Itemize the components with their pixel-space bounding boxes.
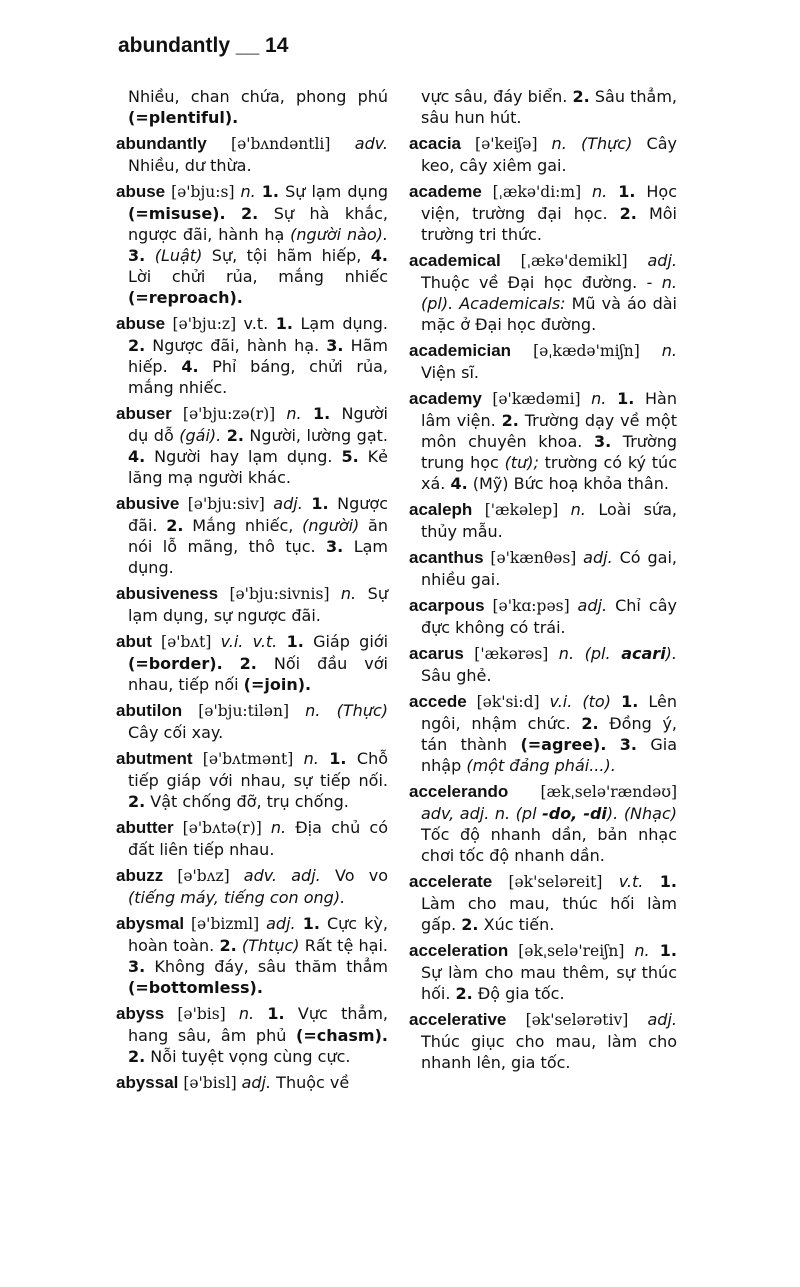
- bold-text: 2.: [166, 516, 184, 535]
- definition-text: [650, 941, 660, 960]
- definition-text: Viện sĩ.: [421, 363, 479, 382]
- headword: academy: [409, 389, 482, 408]
- definition-text: Nối đầu với nhau, tiếp nối: [128, 654, 388, 694]
- definition-text: Sâu ghẻ.: [421, 666, 492, 685]
- headword: accelerando: [409, 782, 509, 801]
- bold-text: (=plentiful).: [128, 108, 239, 127]
- italic-text: adj.: [583, 548, 613, 567]
- headword: acarpous: [409, 596, 485, 615]
- definition-text: Người hay lạm dụng.: [145, 447, 342, 466]
- definition-text: Lạm dụng.: [128, 537, 389, 577]
- entry-accelerate: [409, 871, 677, 935]
- definition-text: [254, 1004, 267, 1023]
- bold-text: 2.: [461, 915, 479, 934]
- definition-text: Sự lạm dụng, sự ngược đãi.: [128, 584, 388, 625]
- entry-abuzz: [116, 865, 388, 908]
- entry-acaleph: [409, 499, 677, 542]
- bold-text: 1.: [617, 389, 635, 408]
- italic-text: ).: [665, 644, 677, 663]
- bold-text: (=misuse).: [128, 204, 226, 223]
- definition-text: Làm cho mau, thúc hối làm gấp.: [421, 894, 677, 934]
- definition-text: Nỗi tuyệt vọng cùng cực.: [145, 1047, 351, 1066]
- bold-text: 4.: [450, 474, 468, 493]
- italic-text: adj.: [241, 1073, 272, 1092]
- italic-text: v.i. (to): [549, 692, 611, 711]
- definition-text: Người, lường gạt.: [243, 426, 388, 445]
- definition-text: Chỉ cây đực không có trái.: [421, 596, 677, 637]
- definition-text: Cây keo, cây xiêm gai.: [421, 134, 677, 175]
- pronunciation: ['ækərəs]: [463, 645, 559, 663]
- entry-academical: [409, 250, 677, 335]
- italic-text: adj.: [647, 1010, 677, 1029]
- entry-accede: [409, 691, 677, 776]
- bold-text: 2.: [241, 204, 259, 223]
- definition-text: [277, 632, 286, 651]
- left-column: [116, 86, 388, 1099]
- definition-text: [606, 389, 617, 408]
- italic-text: adv. adj.: [243, 866, 321, 885]
- bold-text: 4.: [181, 357, 199, 376]
- definition-text: Có gai, nhiều gai.: [421, 548, 677, 589]
- definition-text: Ngược đãi, hành hạ.: [145, 336, 327, 355]
- bold-text: 1.: [659, 941, 677, 960]
- definition-text: Vo vo: [320, 866, 388, 885]
- entry-acacia: [409, 133, 677, 176]
- bold-text: 2.: [581, 714, 599, 733]
- definition-text: Giáp giới: [303, 632, 389, 651]
- entry-academy: [409, 388, 677, 494]
- definition-text: v.t.: [243, 314, 276, 333]
- definition-text: Thúc giục cho mau, làm cho nhanh lên, gia tốc.: [421, 1032, 677, 1072]
- headword: abutter: [116, 818, 174, 837]
- italic-text: adj.: [266, 914, 296, 933]
- pronunciation: [ə'bisl]: [178, 1074, 242, 1092]
- definition-text: Lời chửi rủa, mắng nhiếc: [128, 267, 388, 286]
- italic-text: adj.: [647, 251, 677, 270]
- italic-text: (tư);: [504, 453, 539, 472]
- entry-accelerative: [409, 1009, 677, 1073]
- pronunciation: [ək'si:d]: [466, 693, 550, 711]
- pronunciation: [ˌækə'demikl]: [500, 252, 648, 270]
- pronunciation: [ə'bju:zə(r)]: [171, 405, 287, 423]
- definition-text: [296, 914, 303, 933]
- bold-text: 2.: [128, 792, 146, 811]
- italic-text: (người nào).: [290, 225, 388, 244]
- definition-text: Ngược đãi.: [128, 494, 389, 535]
- italic-text: n.: [661, 341, 677, 360]
- headword: accede: [409, 692, 467, 711]
- pronunciation: [əkˌselə'reiʃn]: [508, 942, 635, 960]
- pronunciation: [ə'bʌt]: [151, 633, 221, 651]
- bold-text: 5.: [341, 447, 359, 466]
- pronunciation: [ə'bʌtə(r)]: [173, 819, 271, 837]
- definition-text: Lên ngôi, nhậm chức.: [421, 692, 678, 733]
- definition-text: Sâu thẳm, sâu hun hút.: [421, 87, 677, 127]
- bold-text: 1.: [302, 914, 320, 933]
- italic-text: n.: [270, 818, 287, 837]
- italic-text: adv.: [354, 134, 388, 153]
- definition-text: Hãm hiếp.: [128, 336, 388, 376]
- entry-abutment: [116, 748, 388, 812]
- bold-text: 1.: [618, 182, 636, 201]
- right-column: [409, 86, 677, 1078]
- pronunciation: [ə'bju:z]: [165, 315, 244, 333]
- definition-text: [319, 749, 329, 768]
- italic-text: adj.: [577, 596, 608, 615]
- headword: acacia: [409, 134, 461, 153]
- entry-abusive: [116, 493, 388, 578]
- headword: accelerate: [409, 872, 493, 891]
- italic-text: v.t.: [618, 872, 644, 891]
- definition-text: vực sâu, đáy biển.: [421, 87, 573, 106]
- bold-text: 3.: [128, 246, 146, 265]
- headword: acarus: [409, 644, 464, 663]
- definition-text: Nhiều, chan chứa, phong phú: [128, 87, 388, 106]
- definition-text: [643, 872, 659, 891]
- definition-text: Cực kỳ, hoàn toàn.: [128, 914, 388, 955]
- bold-text: 1.: [261, 182, 279, 201]
- headword: acceleration: [409, 941, 509, 960]
- bold-text: 1.: [311, 494, 329, 513]
- italic-text: ). (Nhạc): [606, 804, 678, 823]
- definition-text: [607, 182, 618, 201]
- definition-text: Phỉ báng, chửi rủa, mắng nhiếc.: [128, 357, 388, 397]
- definition-text: Sự lạm dụng: [278, 182, 388, 201]
- definition-text: [606, 735, 619, 754]
- definition-text: Không đáy, sâu thăm thẳm: [145, 957, 388, 976]
- definition-text: [145, 246, 154, 265]
- headword: abuser: [116, 404, 172, 423]
- definition-text: Người dụ dỗ: [128, 404, 388, 445]
- definition-text: Cây cối xay.: [128, 723, 224, 742]
- definition-text: Kẻ lăng mạ người khác.: [128, 447, 389, 487]
- italic-text: (Thtục): [241, 936, 300, 955]
- bold-italic-text: -do, -di: [542, 804, 607, 823]
- bold-text: 2.: [226, 426, 244, 445]
- bold-text: (=border).: [128, 654, 223, 673]
- entry-academician: [409, 340, 677, 383]
- bold-text: 2.: [572, 87, 590, 106]
- definition-text: Lạm dụng.: [292, 314, 389, 333]
- pronunciation: [ə'bju:sivnis]: [218, 585, 341, 603]
- pronunciation: [ə'kædəmi]: [481, 390, 592, 408]
- headword: abutment: [116, 749, 193, 768]
- entry-abutilon: [116, 700, 388, 743]
- definition-text: Loài sứa, thủy mẫu.: [421, 500, 677, 541]
- italic-text: n.: [591, 389, 607, 408]
- entry-abuse-verb: [116, 313, 388, 398]
- headword: academician: [409, 341, 512, 360]
- italic-text: n. (pl). Academicals:: [421, 273, 677, 313]
- bold-text: 1.: [329, 749, 347, 768]
- entry-abuse-noun: [116, 181, 388, 308]
- entry-acanthus: [409, 547, 677, 590]
- pronunciation: [ə'bju:s]: [165, 183, 241, 201]
- entry-acarus: [409, 643, 677, 686]
- pronunciation: [əˌkædə'miʃn]: [511, 342, 662, 360]
- page-header: abundantly __ 14: [118, 34, 289, 57]
- definition-text: [226, 204, 241, 223]
- pronunciation: [ə'bis]: [164, 1005, 239, 1023]
- pronunciation: [ə'bʌtmənt]: [192, 750, 304, 768]
- entry-acarpous: [409, 595, 677, 638]
- definition-text: Môi trường tri thức.: [421, 204, 678, 244]
- headword: abuzz: [116, 866, 164, 885]
- pronunciation: [ə'bju:siv]: [179, 495, 274, 513]
- bold-text: (=agree).: [520, 735, 607, 754]
- definition-text: Nhiều, dư thừa.: [128, 156, 252, 175]
- definition-text: Rất tệ hại.: [299, 936, 388, 955]
- italic-text: n.: [570, 500, 586, 519]
- bold-text: 3.: [128, 957, 146, 976]
- definition-text: Hàn lâm viện.: [421, 389, 678, 430]
- entry-continuation: [116, 86, 388, 128]
- definition-text: Vực thẳm, hang sâu, âm phủ: [128, 1004, 389, 1045]
- bold-text: 1.: [267, 1004, 285, 1023]
- definition-text: [223, 654, 240, 673]
- italic-text: (tiếng máy, tiếng con ong).: [128, 888, 346, 907]
- pronunciation: [ə'bju:tilən]: [182, 702, 306, 720]
- italic-text: n. (pl.: [558, 644, 622, 663]
- bold-text: (=join).: [243, 675, 312, 694]
- bold-text: 4.: [370, 246, 388, 265]
- italic-text: n.: [340, 584, 357, 603]
- italic-text: n.: [634, 941, 650, 960]
- definition-text: Thuộc về Đại học đường. -: [421, 273, 662, 292]
- italic-text: n. (Thực): [551, 134, 633, 153]
- bold-text: 2.: [501, 411, 519, 430]
- pronunciation: [ə'bizml]: [184, 915, 267, 933]
- entry-continuation: [409, 86, 677, 128]
- entry-abuser: [116, 403, 388, 488]
- headword: abysmal: [116, 914, 185, 933]
- definition-text: Đồng ý, tán thành: [421, 714, 677, 754]
- bold-text: 1.: [621, 692, 639, 711]
- headword: abusive: [116, 494, 180, 513]
- entry-academe: [409, 181, 677, 245]
- italic-text: adv, adj. n. (pl: [421, 804, 543, 823]
- definition-text: Sự làm cho mau thêm, sự thúc hối.: [421, 963, 677, 1003]
- entry-abysmal: [116, 913, 388, 998]
- headword: abyssal: [116, 1073, 179, 1092]
- entry-abyssal: [116, 1072, 388, 1094]
- bold-italic-text: acari: [621, 644, 666, 663]
- headword: abusiveness: [116, 584, 219, 603]
- definition-text: Mắng nhiếc,: [183, 516, 303, 535]
- definition-text: [611, 692, 621, 711]
- pronunciation: [ək'selərətiv]: [506, 1011, 648, 1029]
- definition-text: Độ gia tốc.: [472, 984, 565, 1003]
- pronunciation: [ækˌselə'rændəʊ]: [508, 783, 677, 801]
- italic-text: (gái).: [179, 426, 222, 445]
- definition-text: Vật chống đỡ, trụ chống.: [145, 792, 349, 811]
- pronunciation: [ə'keiʃə]: [461, 135, 552, 153]
- bold-text: 3.: [326, 537, 344, 556]
- italic-text: n.: [240, 182, 256, 201]
- definition-text: Học viện, trường đại học.: [421, 182, 677, 223]
- bold-text: (=bottomless).: [128, 978, 263, 997]
- bold-text: 2.: [455, 984, 473, 1003]
- bold-text: (=reproach).: [128, 288, 243, 307]
- pronunciation: [ə'kɑ:pəs]: [484, 597, 578, 615]
- entry-abundantly: [116, 133, 388, 176]
- entry-accelerando: [409, 781, 677, 866]
- definition-text: Chỗ tiếp giáp với nhau, sự tiếp nối.: [128, 749, 389, 790]
- italic-text: v.i. v.t.: [220, 632, 278, 651]
- headword: abutilon: [116, 701, 183, 720]
- entry-abyss: [116, 1003, 388, 1067]
- definition-text: Trường dạy về một môn chuyên khoa.: [421, 411, 677, 451]
- pronunciation: ['ækəlep]: [472, 501, 571, 519]
- italic-text: n.: [286, 404, 302, 423]
- headword: abuse: [116, 314, 166, 333]
- headword: acaleph: [409, 500, 473, 519]
- bold-text: 2.: [219, 936, 237, 955]
- definition-text: Trường trung học: [421, 432, 678, 472]
- definition-text: Thuộc về: [271, 1073, 350, 1092]
- headword: accelerative: [409, 1010, 507, 1029]
- bold-text: 3.: [619, 735, 637, 754]
- bold-text: 2.: [239, 654, 257, 673]
- italic-text: (người): [302, 516, 360, 535]
- definition-text: (Mỹ) Bức hoạ khỏa thân.: [467, 474, 669, 493]
- italic-text: n.: [591, 182, 608, 201]
- bold-text: 3.: [593, 432, 612, 451]
- definition-text: Địa chủ có đất liên tiếp nhau.: [128, 818, 389, 859]
- bold-text: 2.: [619, 204, 637, 223]
- definition-text: Sự, tội hãm hiếp,: [202, 246, 371, 265]
- pronunciation: [ə'bʌz]: [163, 867, 244, 885]
- italic-text: (Luật): [154, 246, 203, 265]
- entry-abusiveness: [116, 583, 388, 626]
- definition-text: Gia nhập: [421, 735, 678, 775]
- bold-text: 2.: [128, 1047, 146, 1066]
- definition-text: Tốc độ nhanh dần, bản nhạc chơi tốc độ nhanh dần.: [421, 825, 677, 865]
- entry-abutter: [116, 817, 388, 860]
- headword: abundantly: [116, 134, 207, 153]
- bold-text: 4.: [128, 447, 146, 466]
- headword: abuse: [116, 182, 166, 201]
- definition-text: [302, 404, 313, 423]
- headword: academical: [409, 251, 501, 270]
- definition-text: trường có ký túc xá.: [421, 453, 677, 493]
- bold-text: 3.: [326, 336, 344, 355]
- headword: abut: [116, 632, 152, 651]
- bold-text: 1.: [312, 404, 331, 423]
- bold-text: 1.: [659, 872, 677, 891]
- pronunciation: [ˌækə'di:m]: [481, 183, 592, 201]
- italic-text: n. (Thực): [305, 701, 388, 720]
- headword: abyss: [116, 1004, 165, 1023]
- italic-text: n.: [303, 749, 319, 768]
- bold-text: 1.: [286, 632, 304, 651]
- definition-text: Mũ và áo dài mặc ở Đại học đường.: [421, 294, 678, 334]
- headword: academe: [409, 182, 482, 201]
- bold-text: (=chasm).: [296, 1026, 388, 1045]
- italic-text: adj.: [273, 494, 303, 513]
- headword: acanthus: [409, 548, 484, 567]
- definition-text: ăn nói lỗ mãng, thô tục.: [128, 516, 389, 556]
- pronunciation: [ə'kænθəs]: [483, 549, 584, 567]
- entry-abut: [116, 631, 388, 695]
- entry-acceleration: [409, 940, 677, 1004]
- italic-text: n.: [238, 1004, 255, 1023]
- bold-text: 1.: [275, 314, 293, 333]
- italic-text: (một đảng phái...).: [466, 756, 616, 775]
- pronunciation: [ək'seləreit]: [492, 873, 619, 891]
- definition-text: Xúc tiến.: [478, 915, 555, 934]
- bold-text: 2.: [128, 336, 146, 355]
- definition-text: Sự hà khắc, ngược đãi, hành hạ: [128, 204, 388, 244]
- pronunciation: [ə'bʌndəntli]: [206, 135, 355, 153]
